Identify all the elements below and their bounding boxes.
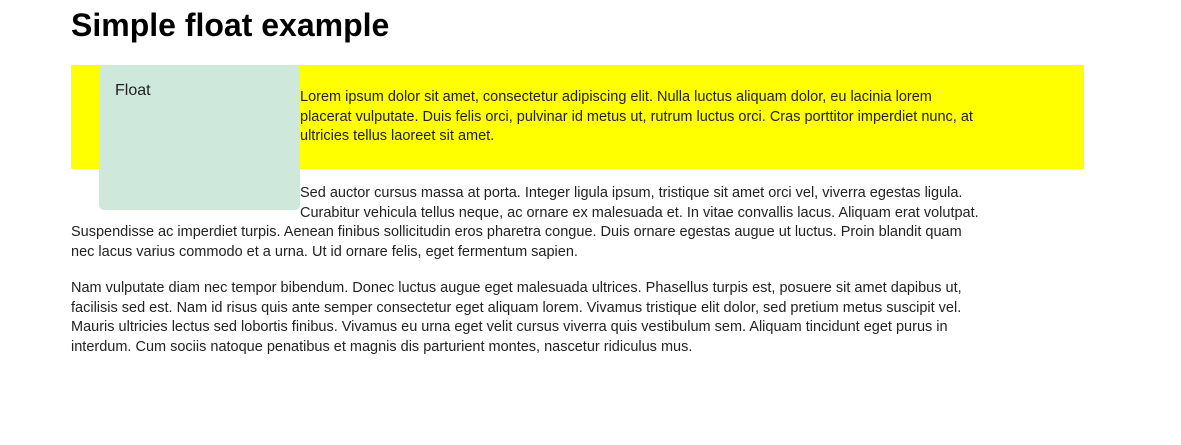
paragraph-line: nec lacus varius commodo et a urna. Ut id ornare felis, eget fermentum sapien.: [71, 243, 578, 260]
paragraph-line: Mauris ultricies lectus sed lobortis finibus. Vivamus eu urna eget velit cursus viverra quis vestibulum sem. Aliquam tincidunt eget purus in: [71, 319, 948, 335]
paragraph-2-wrapped: [300, 184, 979, 223]
paragraph-line: facilisis sed est. Nam id risus quis ante semper consectetur eget aliquam lorem. Vivamus tristique elit dolor, sed pretium metus suscipit vel.: [71, 299, 962, 316]
paragraph-line: Suspendisse ac imperdiet turpis. Aenean finibus sollicitudin eros pharetra congue. Duis ornare egestas augue ut luctus. Proin blandit quam: [71, 224, 962, 240]
paragraph-line: Lorem ipsum dolor sit amet, consectetur adipiscing elit. Nulla luctus aliquam dolor, eu lacinia lorem: [300, 89, 932, 105]
paragraph-line: Sed auctor cursus massa at porta. Integer ligula ipsum, tristique sit amet orci vel, viverra egestas ligula.: [300, 185, 963, 201]
paragraph-1: [300, 88, 973, 147]
page-title: Simple float example: [71, 7, 390, 43]
paragraph-line: interdum. Cum sociis natoque penatibus et magnis dis parturient montes, nascetur ridiculus mus.: [71, 338, 693, 355]
paragraph-2-full: [71, 223, 962, 262]
paragraph-line: Nam vulputate diam nec tempor bibendum. Donec luctus augue eget malesuada ultrices. Phasellus turpis est, posuere sit amet dapibus ut,: [71, 280, 962, 296]
paragraph-line: Curabitur vehicula tellus neque, ac ornare ex malesuada et. In vitae convallis lacus. Aliquam erat volutpat.: [300, 204, 979, 221]
paragraph-line: placerat vulputate. Duis felis orci, pulvinar id metus ut, rutrum luctus orci. Cras porttitor imperdiet nunc, at: [300, 108, 973, 125]
paragraph-3: [71, 279, 962, 357]
float-box: [99, 65, 300, 210]
float-label: Float: [115, 82, 151, 99]
paragraph-line: ultricies tellus laoreet sit amet.: [300, 128, 495, 144]
